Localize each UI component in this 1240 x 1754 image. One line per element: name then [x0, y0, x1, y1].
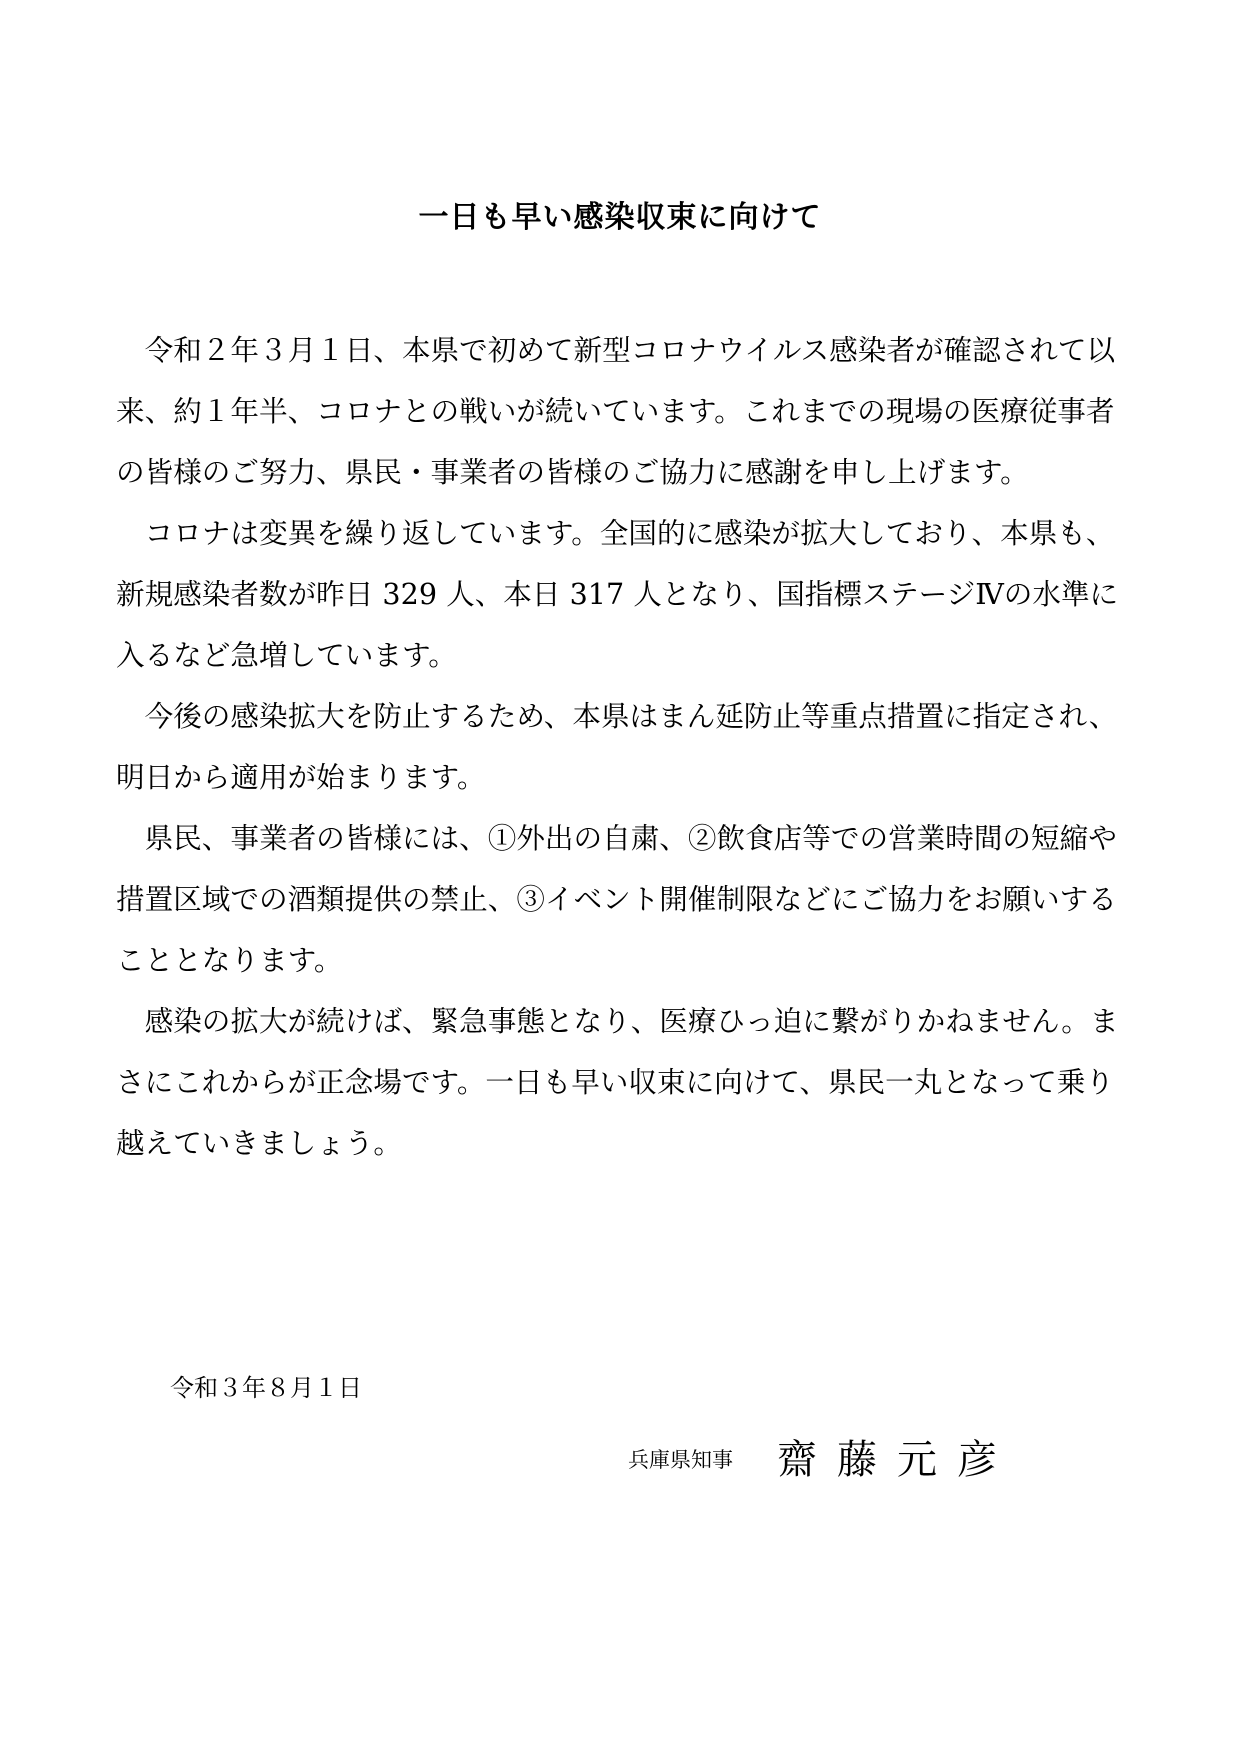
paragraph-2: コロナは変異を繰り返しています。全国的に感染が拡大しており、本県も、新規感染者数が昨日 329 人、本日 317 人となり、国指標ステージⅣの水準に入るなど急増しています。	[116, 516, 1119, 672]
signer-name: 齋藤元彦	[777, 1437, 1017, 1483]
paragraph-1: 令和２年３月１日、本県で初めて新型コロナウイルス感染者が確認されて以来、約１年半、コロナとの戦いが続いています。これまでの現場の医療従事者の皆様のご努力、県民・事業者の皆様のご協力に感謝を申し上げます。	[116, 333, 1116, 489]
document-date: 令和３年８月１日	[170, 1374, 362, 1402]
document-body	[116, 320, 1126, 1174]
signer-title: 兵庫県知事	[628, 1448, 733, 1472]
signature-block	[628, 1430, 1017, 1490]
paragraph-4: 県民、事業者の皆様には、①外出の自粛、②飲食店等での営業時間の短縮や措置区域での酒類提供の禁止、③イベント開催制限などにご協力をお願いすることとなります。	[116, 821, 1117, 977]
paragraph-3: 今後の感染拡大を防止するため、本県はまん延防止等重点措置に指定され、明日から適用が始まります。	[116, 699, 1118, 794]
paragraph-5: 感染の拡大が続けば、緊急事態となり、医療ひっ迫に繋がりかねません。まさにこれからが正念場です。一日も早い収束に向けて、県民一丸となって乗り越えていきましょう。	[116, 1004, 1119, 1160]
document-title: 一日も早い感染収束に向けて	[418, 200, 822, 235]
